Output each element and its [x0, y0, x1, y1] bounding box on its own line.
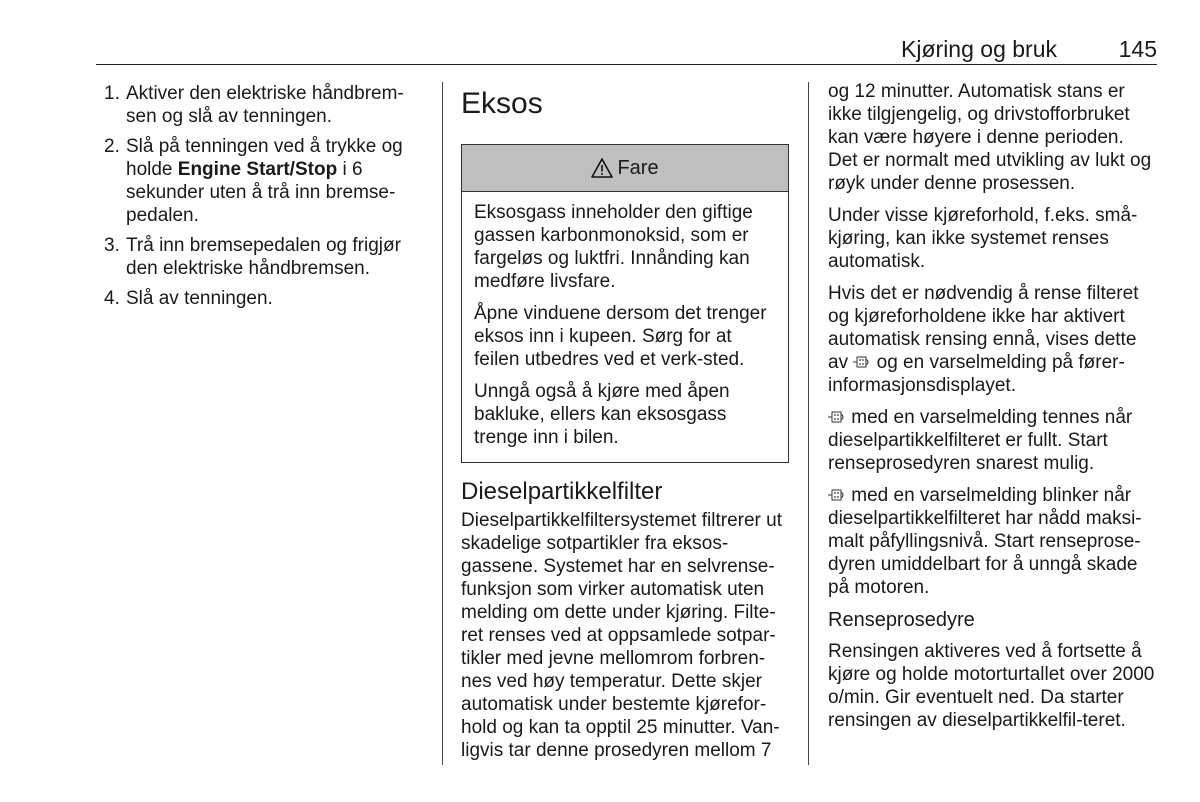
warning-header — [462, 145, 788, 192]
diesel-particulate-filter-icon — [828, 410, 846, 424]
page-header — [96, 34, 1157, 65]
section-heading: Eksos — [461, 87, 543, 120]
column-2 — [461, 80, 791, 771]
warning-paragraph: Eksosgass inneholder den giftige gassen karbonmonoksid, som er fargeløs og luktfri. Innånding kan medføre livsfare. — [474, 202, 753, 292]
list-item — [96, 82, 426, 128]
warning-body — [462, 192, 788, 462]
column-divider — [442, 82, 443, 765]
subsection-heading: Dieselpartikkelfilter — [461, 478, 663, 505]
body-paragraph: Rensingen aktiveres ved å fortsette å kjøre og holde motorturtallet over 2000 o/min. Gir eventuelt ned. Da starter rensingen av dieselpartikkelfil-teret. — [828, 641, 1155, 731]
step-text: Slå av tenningen. — [126, 288, 273, 309]
list-item — [96, 135, 426, 227]
subsection-heading: Renseprosedyre — [828, 609, 975, 631]
body-paragraph: og 12 minutter. Automatisk stans er ikke tilgjengelig, og drivstofforbruket kan være høyere i denne perioden. Det er normalt med utvikling av lukt og røyk under denne prosessen. — [828, 81, 1152, 194]
warning-box — [461, 144, 789, 463]
warning-label: Fare — [617, 156, 659, 179]
button-name: Engine Start/Stop — [177, 159, 338, 180]
section-title: Kjøring og bruk — [901, 36, 1057, 62]
column-3 — [828, 80, 1158, 741]
step-number: 3. — [104, 235, 120, 256]
body-paragraph: Hvis det er nødvendig å rense filteret og kjøreforholdene ikke har aktivert automatisk rensing ennå, vises dette av og en varselmelding på fører-informasjonsdisplayet. — [828, 283, 1139, 396]
list-item — [96, 234, 426, 280]
body-paragraph: Under visse kjøreforhold, f.eks. små-kjøring, kan ikke systemet renses automatisk. — [828, 205, 1138, 272]
column-1 — [96, 80, 426, 317]
step-number: 1. — [104, 83, 120, 104]
column-divider — [808, 82, 809, 765]
diesel-particulate-filter-icon — [828, 488, 846, 502]
step-text: Aktiver den elektriske håndbrem-sen og slå av tenningen. — [126, 83, 404, 127]
step-list — [96, 82, 426, 310]
warning-triangle-icon — [591, 158, 613, 178]
diesel-particulate-filter-icon — [853, 355, 871, 369]
list-item — [96, 287, 426, 310]
body-paragraph: med en varselmelding blinker når dieselpartikkelfilteret har nådd maksi-malt påfyllingsnivå. Start renseprose-dyren umiddelbart for å unngå skade på motoren. — [828, 485, 1142, 598]
step-number: 4. — [104, 288, 120, 309]
body-paragraph: med en varselmelding tennes når dieselpartikkelfilteret er fullt. Start renseprosedyren snarest mulig. — [828, 407, 1133, 474]
body-paragraph: Dieselpartikkelfiltersystemet filtrerer ut skadelige sotpartikler fra eksos-gassene. Systemet har en selvrense-funksjon som virker automatisk uten melding om dette under kjøring. Filte-ret renses ved at oppsamlede sotpar-tikler med jevne mellomrom forbren-nes ved høy temperatur. Dette skjer automatisk under bestemte kjørefor-hold og kan ta opptil 25 minutter. Van-ligvis tar denne prosedyren mellom 7 — [461, 510, 782, 761]
step-text: Trå inn bremsepedalen og frigjør den elektriske håndbremsen. — [126, 235, 401, 279]
step-text: Slå på tenningen ved å trykke og holde Engine Start/Stop i 6 sekunder uten å trå inn bremse-pedalen. — [126, 136, 403, 226]
page-number: 145 — [1118, 36, 1157, 62]
warning-paragraph: Åpne vinduene dersom det trenger eksos inn i kupeen. Sørg for at feilen utbedres ved et verk-sted. — [474, 303, 767, 370]
warning-paragraph: Unngå også å kjøre med åpen bakluke, ellers kan eksosgass trenge inn i bilen. — [474, 381, 730, 448]
step-number: 2. — [104, 136, 120, 157]
